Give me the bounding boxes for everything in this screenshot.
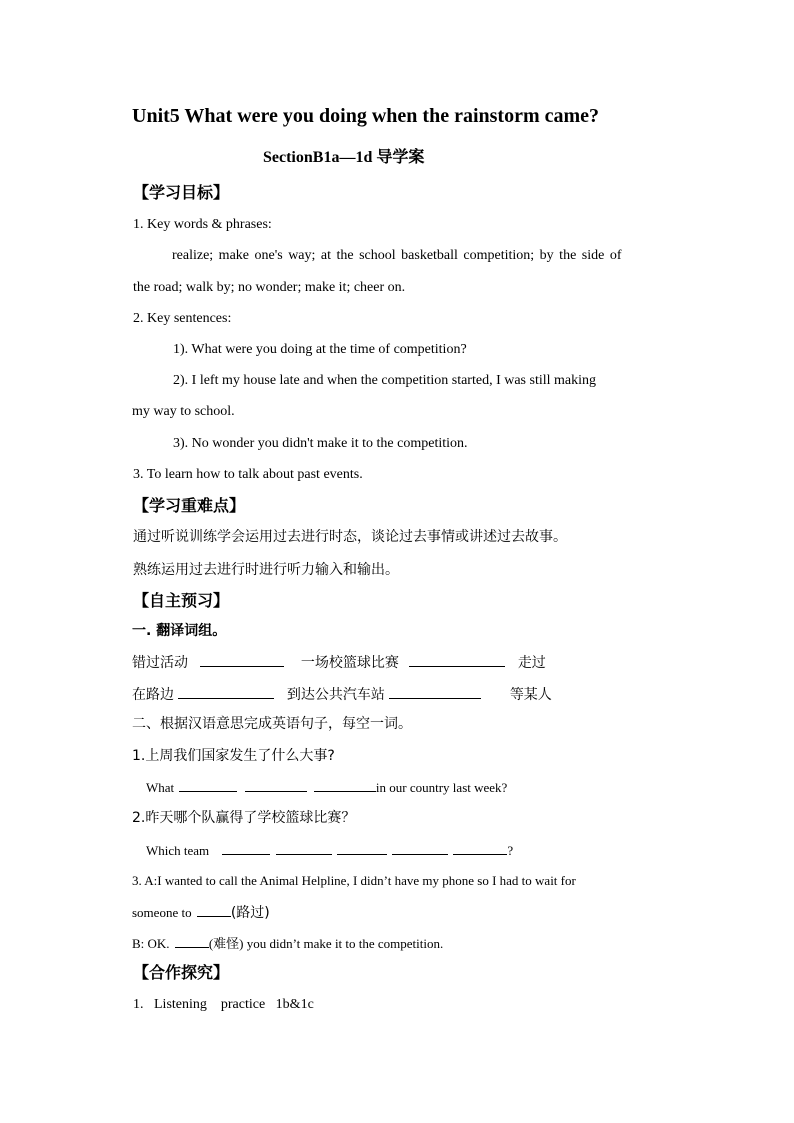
key-points-heading: 【学习重难点】 — [133, 496, 246, 515]
answer-blank[interactable] — [178, 684, 274, 699]
phrase-bus-stop: 到达公共汽车站 — [286, 687, 385, 703]
key-sentence-2-line-1: 2). I left my house late and when the competition started, I was still making — [173, 373, 597, 388]
explore-item-1: 1. Listening practice 1b&1c — [133, 997, 314, 1012]
phrase-row-1 — [132, 652, 546, 673]
unit-title: Unit5 What were you doing when the rainstorm came? — [132, 105, 600, 127]
q3b-start-text: B: OK. — [132, 936, 170, 951]
phrase-row-2 — [132, 684, 552, 705]
answer-blank[interactable] — [197, 902, 231, 917]
question-3-line-2 — [132, 902, 270, 923]
answer-blank[interactable] — [314, 777, 376, 792]
answer-blank[interactable] — [453, 840, 507, 855]
goal-item-1-line-2: the road; walk by; no wonder; make it; cheer on. — [133, 280, 406, 295]
q3b-end-text: (难怪) you didn’t make it to the competition. — [208, 936, 444, 951]
phrase-wait-for: 等某人 — [509, 687, 552, 703]
phrase-side-of-road: 在路边 — [132, 687, 174, 703]
answer-blank[interactable] — [222, 840, 270, 855]
key-points-line-2: 熟练运用过去进行时进行听力输入和输出。 — [133, 562, 399, 578]
phrase-basketball-competition: 一场校篮球比赛 — [300, 655, 399, 671]
explore-heading: 【合作探究】 — [133, 963, 230, 982]
answer-blank[interactable] — [389, 684, 481, 699]
part-2-title: 二、根据汉语意思完成英语句子，每空一词。 — [132, 716, 412, 732]
question-2-english — [146, 840, 513, 861]
section-subtitle: SectionB1a—1d 导学案 — [263, 149, 425, 166]
goal-item-1-line-1: realize; make one's way; at the school basketball competition; by the side of — [172, 248, 622, 263]
answer-blank[interactable] — [245, 777, 307, 792]
answer-blank[interactable] — [392, 840, 448, 855]
key-points-line-1: 通过听说训练学会运用过去进行时态，谈论过去事情或讲述过去故事。 — [133, 529, 567, 545]
question-3-answer-b — [132, 933, 443, 954]
question-3-line-1: 3. A:I wanted to call the Animal Helpline, I didn’t have my phone so I had to wait for — [132, 873, 576, 888]
answer-blank[interactable] — [175, 933, 209, 948]
answer-blank[interactable] — [337, 840, 387, 855]
question-1-english — [146, 777, 507, 798]
answer-blank[interactable] — [276, 840, 332, 855]
q2-start-text: Which team — [146, 843, 210, 858]
key-sentence-3: 3). No wonder you didn't make it to the competition. — [173, 436, 468, 451]
goals-heading: 【学习目标】 — [133, 183, 230, 202]
key-sentence-1: 1). What were you doing at the time of competition? — [173, 342, 467, 357]
goal-item-1-label: 1. Key words & phrases: — [133, 217, 272, 232]
phrase-walk-by: 走过 — [517, 655, 546, 671]
q3-line2-start: someone to — [132, 905, 192, 920]
answer-blank[interactable] — [200, 652, 284, 667]
goal-item-2-label: 2. Key sentences: — [133, 311, 232, 326]
q1-end-text: in our country last week? — [375, 780, 508, 795]
preview-heading: 【自主预习】 — [133, 591, 230, 610]
question-1-chinese: 1.上周我们国家发生了什么大事? — [132, 748, 335, 764]
key-sentence-2-line-2: my way to school. — [132, 404, 235, 419]
q2-end-text: ? — [507, 843, 514, 858]
part-1-title: 一. 翻译词组。 — [132, 623, 227, 639]
answer-blank[interactable] — [179, 777, 237, 792]
question-2-chinese: 2.昨天哪个队赢得了学校篮球比赛？ — [132, 810, 356, 826]
phrase-miss-activity: 错过活动 — [132, 655, 188, 671]
q1-start-text: What — [146, 780, 175, 795]
goal-item-3: 3. To learn how to talk about past events. — [133, 467, 363, 482]
answer-blank[interactable] — [409, 652, 505, 667]
q3-line2-end: (路过) — [230, 905, 270, 921]
